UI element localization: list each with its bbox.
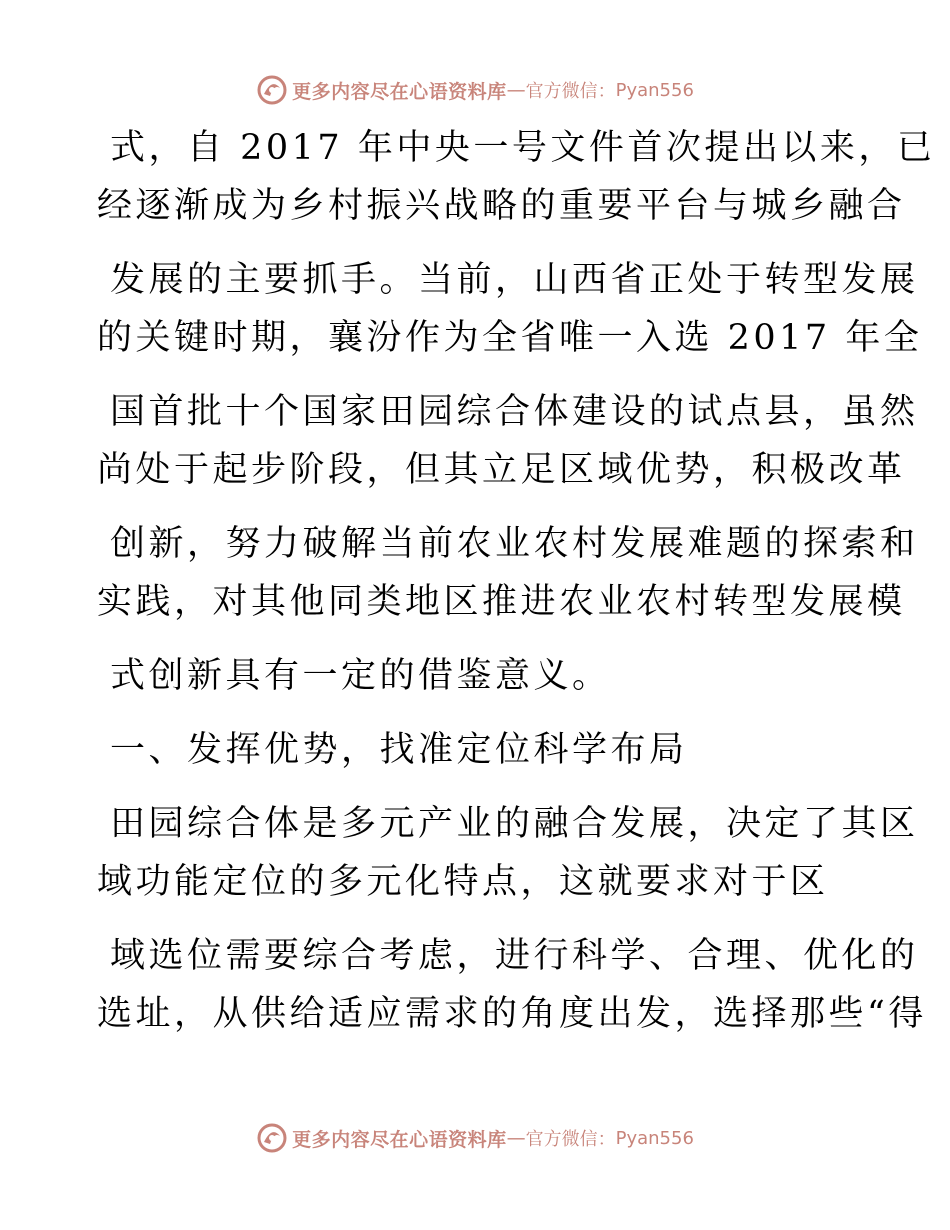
header-watermark (0, 70, 950, 110)
text-line: 国首批十个国家田园综合体建设的试点县，虽然 (110, 392, 919, 432)
section-heading: 一、发挥优势，找准定位科学布局 (110, 730, 688, 770)
text-line: 式，自 2017 年中央一号文件首次提出以来，已 (110, 128, 936, 168)
swirl-logo-icon (256, 74, 288, 106)
watermark-contact-label: 官方微信： (525, 81, 616, 102)
text-line: 发展的主要抓手。当前，山西省正处于转型发展 (110, 260, 919, 300)
watermark-contact-id: Pyan556 (615, 1127, 694, 1149)
text-line: 域功能定位的多元化特点，这就要求对于区 (97, 862, 829, 902)
text-line: 域选位需要综合考虑，进行科学、合理、优化的 (110, 936, 919, 976)
watermark-dash: — (506, 79, 526, 101)
watermark-contact-label: 官方微信： (525, 1129, 616, 1150)
text-line: 尚处于起步阶段，但其立足区域优势，积极改革 (97, 450, 906, 490)
watermark-contact-id: Pyan556 (615, 79, 694, 101)
text-line: 创新，努力破解当前农业农村发展难题的探索和 (110, 524, 919, 564)
swirl-logo-icon (256, 1122, 288, 1154)
watermark-dash: — (506, 1127, 526, 1149)
text-line: 选址，从供给适应需求的角度出发，选择那些“得 (97, 994, 927, 1034)
text-line: 经逐渐成为乡村振兴战略的重要平台与城乡融合 (97, 186, 906, 226)
watermark-brand: 更多内容尽在心语资料库 (292, 80, 507, 103)
watermark-brand: 更多内容尽在心语资料库 (292, 1128, 507, 1151)
text-line: 的关键时期，襄汾作为全省唯一入选 2017 年全 (97, 318, 923, 358)
text-line: 式创新具有一定的借鉴意义。 (110, 656, 611, 696)
footer-watermark (0, 1118, 950, 1158)
text-line: 田园综合体是多元产业的融合发展，决定了其区 (110, 804, 919, 844)
text-line: 实践，对其他同类地区推进农业农村转型发展模 (97, 582, 906, 622)
